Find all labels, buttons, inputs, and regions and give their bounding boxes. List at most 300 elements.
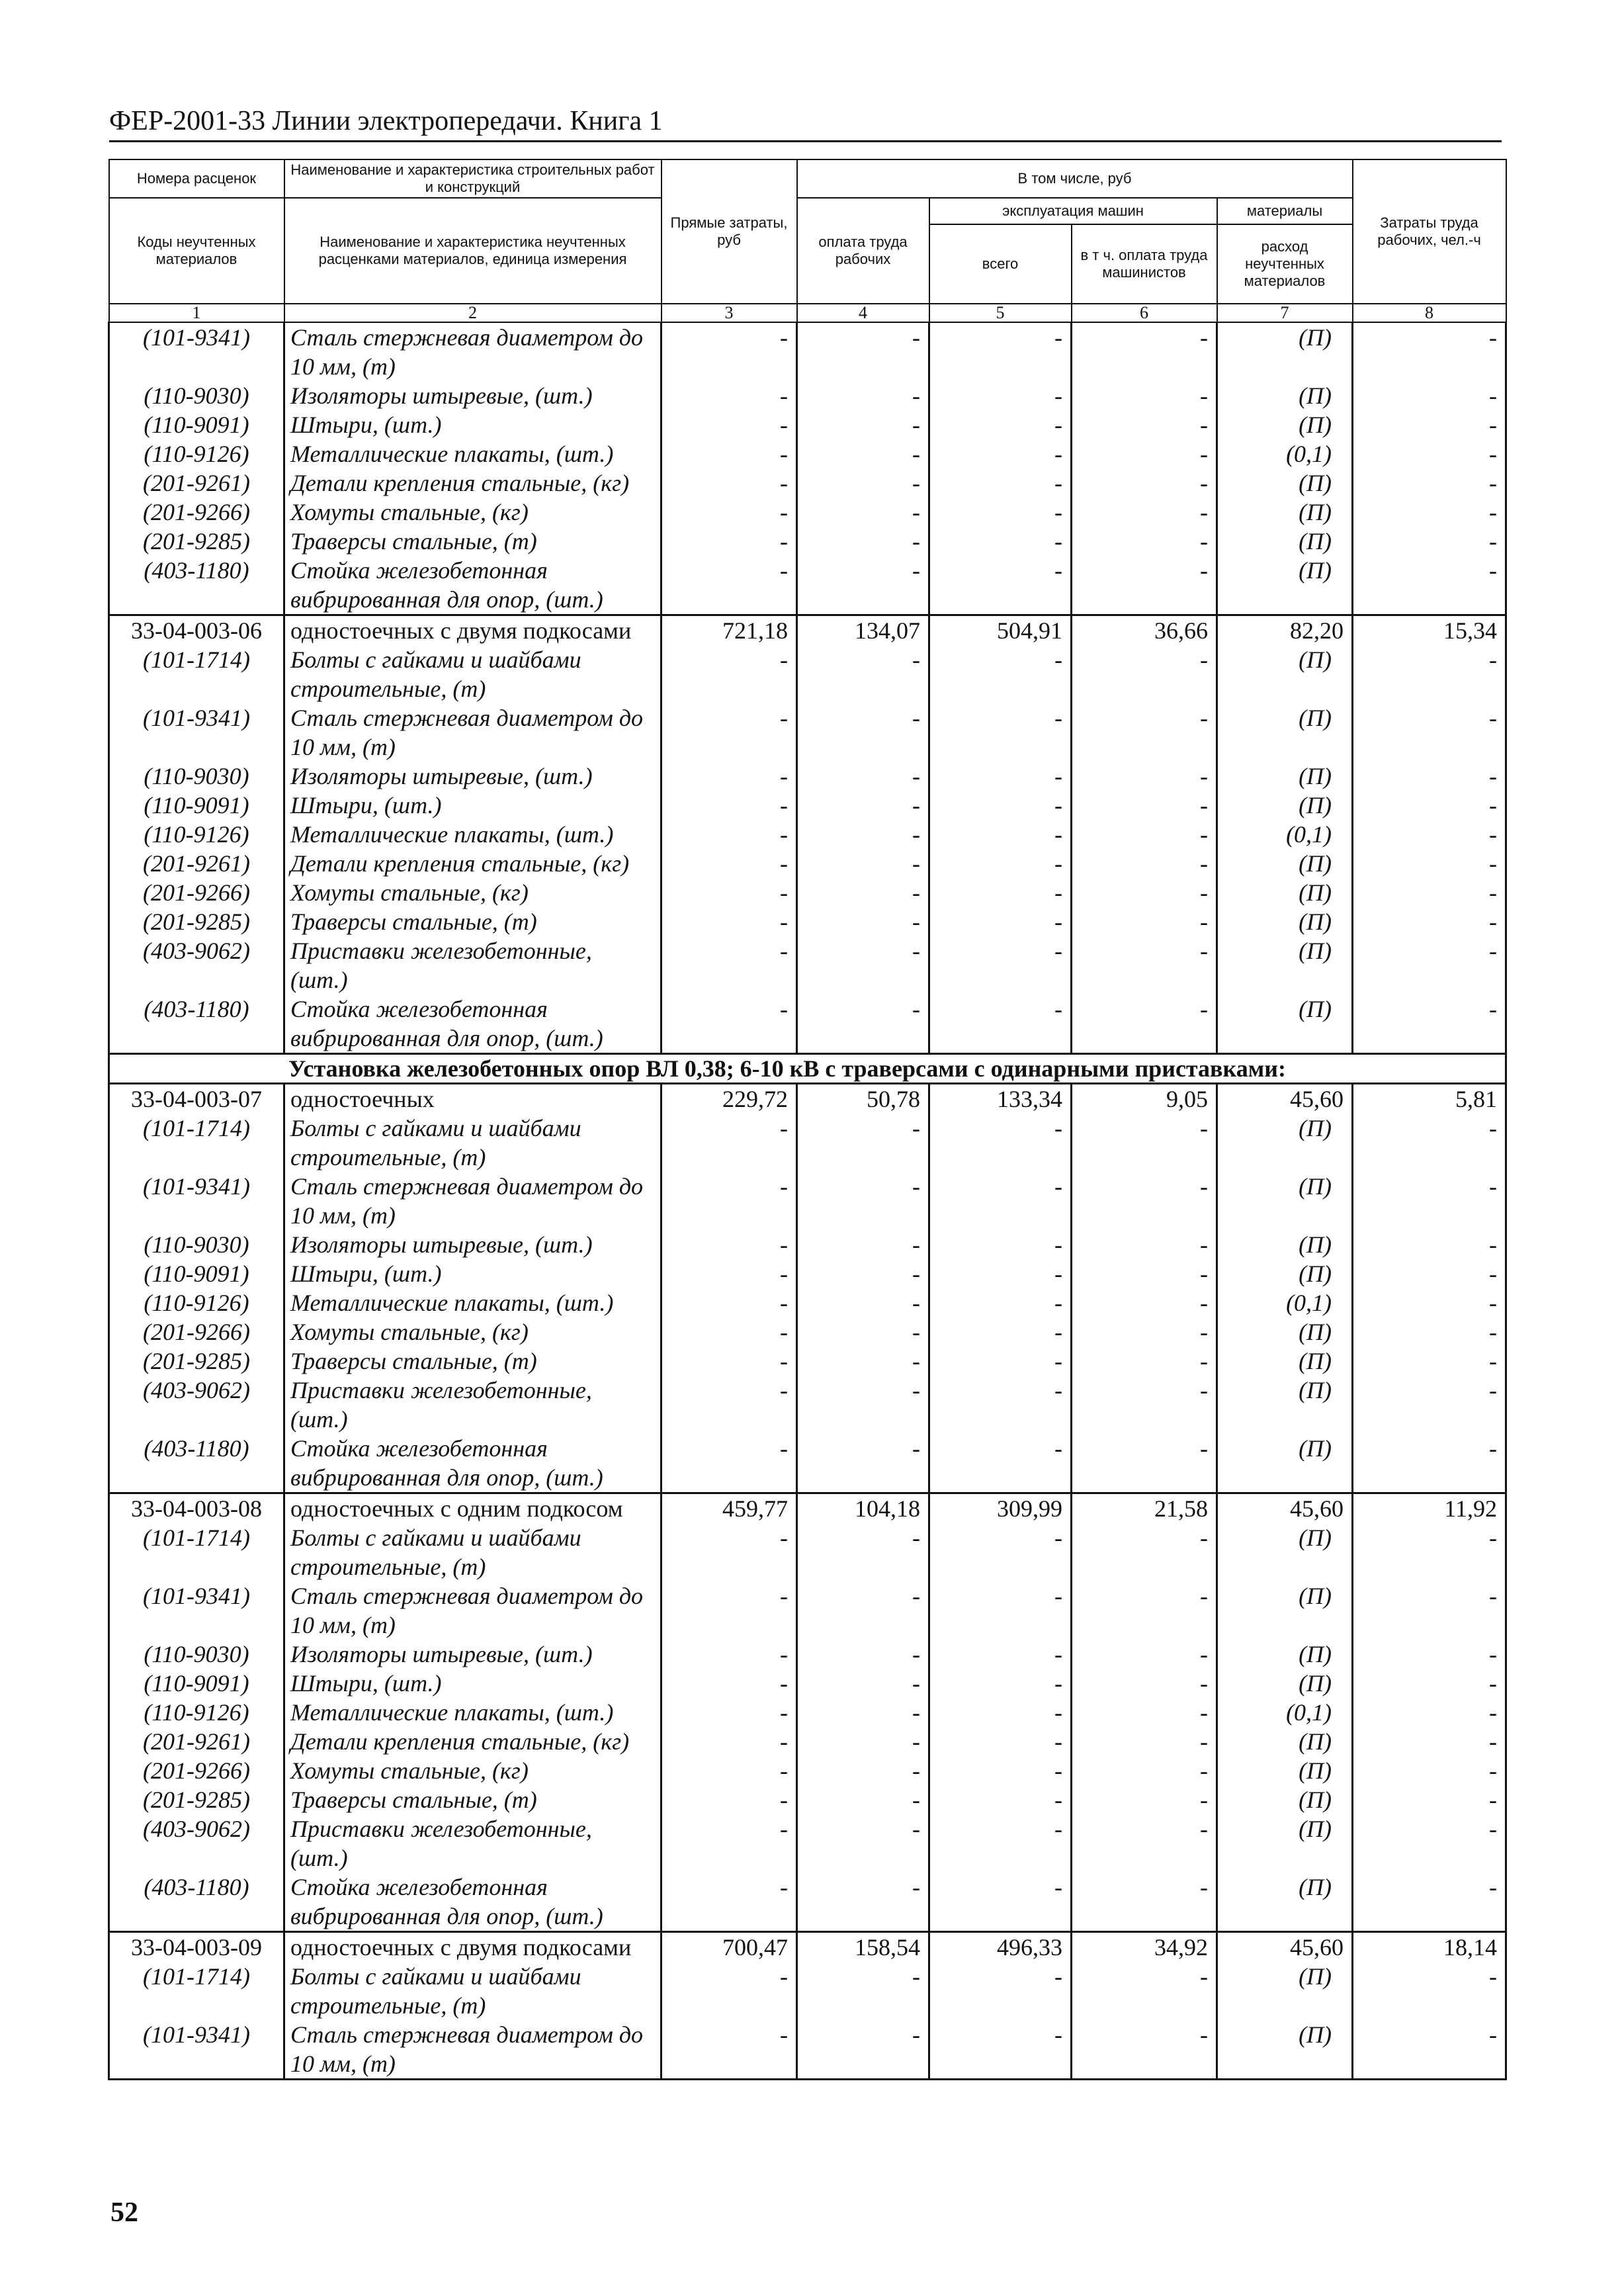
workers-pay: - bbox=[797, 410, 929, 439]
material-row bbox=[109, 645, 1506, 703]
material-row bbox=[109, 410, 1506, 439]
direct-costs: - bbox=[662, 498, 797, 527]
machines-total: - bbox=[929, 1640, 1072, 1669]
machinists-pay: - bbox=[1072, 849, 1217, 878]
labor-hours: - bbox=[1353, 645, 1506, 703]
machines-total: - bbox=[929, 322, 1072, 381]
workers-pay: - bbox=[797, 907, 929, 936]
machinists-pay: - bbox=[1072, 907, 1217, 936]
header-work-name: Наименование и характеристика строительных работ и конструкций bbox=[284, 159, 662, 198]
machines-total: - bbox=[929, 936, 1072, 994]
material-row bbox=[109, 1698, 1506, 1727]
material-name: Изоляторы штыревые, (шт.) bbox=[284, 1640, 662, 1669]
labor-hours: - bbox=[1353, 1259, 1506, 1288]
labor-hours: - bbox=[1353, 1523, 1506, 1581]
material-code: (110-9030) bbox=[109, 1640, 284, 1669]
direct-costs: - bbox=[662, 1288, 797, 1317]
material-code: (101-1714) bbox=[109, 1523, 284, 1581]
workers-pay: 158,54 bbox=[797, 1932, 929, 1963]
material-name: Детали крепления стальные, (кг) bbox=[284, 1727, 662, 1756]
material-consumption: (П) bbox=[1217, 1873, 1353, 1932]
material-row bbox=[109, 762, 1506, 791]
material-row bbox=[109, 849, 1506, 878]
machinists-pay: 34,92 bbox=[1072, 1932, 1217, 1963]
material-name: Хомуты стальные, (кг) bbox=[284, 498, 662, 527]
machinists-pay: - bbox=[1072, 498, 1217, 527]
header-rate-numbers: Номера расценок bbox=[109, 159, 284, 198]
material-consumption: (П) bbox=[1217, 410, 1353, 439]
material-name: Сталь стержневая диаметром до 10 мм, (т) bbox=[284, 322, 662, 381]
material-consumption: (П) bbox=[1217, 1114, 1353, 1172]
material-name: Болты с гайками и шайбами строительные, (т) bbox=[284, 1523, 662, 1581]
rate-row bbox=[109, 1493, 1506, 1524]
direct-costs: - bbox=[662, 762, 797, 791]
labor-hours: - bbox=[1353, 1698, 1506, 1727]
direct-costs: - bbox=[662, 994, 797, 1054]
direct-costs: - bbox=[662, 1434, 797, 1493]
material-name: Траверсы стальные, (т) bbox=[284, 527, 662, 556]
material-consumption: (П) bbox=[1217, 1434, 1353, 1493]
machinists-pay: - bbox=[1072, 1288, 1217, 1317]
workers-pay: - bbox=[797, 820, 929, 849]
workers-pay: - bbox=[797, 994, 929, 1054]
labor-hours: - bbox=[1353, 936, 1506, 994]
material-row bbox=[109, 1230, 1506, 1259]
direct-costs: 459,77 bbox=[662, 1493, 797, 1524]
material-code: (201-9285) bbox=[109, 1347, 284, 1376]
labor-hours: - bbox=[1353, 439, 1506, 468]
material-consumption: (0,1) bbox=[1217, 1288, 1353, 1317]
material-consumption: (П) bbox=[1217, 878, 1353, 907]
direct-costs: - bbox=[662, 1873, 797, 1932]
labor-hours: - bbox=[1353, 2020, 1506, 2080]
header-material-codes: Коды неучтенных материалов bbox=[109, 198, 284, 304]
machinists-pay: - bbox=[1072, 1523, 1217, 1581]
material-name: Хомуты стальные, (кг) bbox=[284, 1317, 662, 1347]
material-row bbox=[109, 1669, 1506, 1698]
rate-code: 33-04-003-07 bbox=[109, 1084, 284, 1114]
direct-costs: - bbox=[662, 645, 797, 703]
machines-total: - bbox=[929, 1434, 1072, 1493]
column-number: 1 bbox=[109, 304, 284, 322]
header-column-numbers bbox=[109, 304, 1506, 322]
material-name: Болты с гайками и шайбами строительные, (т) bbox=[284, 1114, 662, 1172]
material-consumption: (П) bbox=[1217, 2020, 1353, 2080]
labor-hours: - bbox=[1353, 1347, 1506, 1376]
material-code: (110-9126) bbox=[109, 439, 284, 468]
workers-pay: - bbox=[797, 322, 929, 381]
column-number: 4 bbox=[797, 304, 929, 322]
material-row bbox=[109, 498, 1506, 527]
labor-hours: - bbox=[1353, 527, 1506, 556]
rate-name: одностоечных с двумя подкосами bbox=[284, 1932, 662, 1963]
machines-total: 496,33 bbox=[929, 1932, 1072, 1963]
material-consumption: (П) bbox=[1217, 994, 1353, 1054]
workers-pay: - bbox=[797, 1347, 929, 1376]
machinists-pay: - bbox=[1072, 878, 1217, 907]
material-row bbox=[109, 1873, 1506, 1932]
machines-total: - bbox=[929, 439, 1072, 468]
material-code: (201-9285) bbox=[109, 527, 284, 556]
material-row bbox=[109, 527, 1506, 556]
material-code: (403-1180) bbox=[109, 1434, 284, 1493]
machines-total: - bbox=[929, 1581, 1072, 1640]
direct-costs: - bbox=[662, 1114, 797, 1172]
workers-pay: - bbox=[797, 556, 929, 615]
machinists-pay: 9,05 bbox=[1072, 1084, 1217, 1114]
machinists-pay: - bbox=[1072, 1114, 1217, 1172]
material-code: (101-9341) bbox=[109, 1581, 284, 1640]
material-code: (201-9261) bbox=[109, 468, 284, 498]
material-consumption: (П) bbox=[1217, 468, 1353, 498]
material-name: Траверсы стальные, (т) bbox=[284, 1785, 662, 1814]
header-material-consumption: расход неучтенных материалов bbox=[1217, 224, 1353, 304]
material-row bbox=[109, 703, 1506, 762]
machines-total: - bbox=[929, 1230, 1072, 1259]
material-code: (201-9266) bbox=[109, 878, 284, 907]
material-consumption: (П) bbox=[1217, 1523, 1353, 1581]
machines-total: - bbox=[929, 762, 1072, 791]
workers-pay: - bbox=[797, 468, 929, 498]
material-name: Приставки железобетонные, (шт.) bbox=[284, 1814, 662, 1873]
machines-total: 133,34 bbox=[929, 1084, 1072, 1114]
workers-pay: - bbox=[797, 527, 929, 556]
material-code: (110-9030) bbox=[109, 762, 284, 791]
header-machines-total: всего bbox=[929, 224, 1072, 304]
material-consumption: (0,1) bbox=[1217, 820, 1353, 849]
machinists-pay: - bbox=[1072, 1756, 1217, 1785]
labor-hours: - bbox=[1353, 468, 1506, 498]
machines-total: - bbox=[929, 1756, 1072, 1785]
material-code: (110-9030) bbox=[109, 381, 284, 410]
machinists-pay: - bbox=[1072, 1785, 1217, 1814]
direct-costs: - bbox=[662, 1317, 797, 1347]
direct-costs: - bbox=[662, 439, 797, 468]
section-heading: Установка железобетонных опор ВЛ 0,38; 6-10 кВ с траверсами с одинарными приставками: bbox=[109, 1054, 1506, 1084]
labor-hours: - bbox=[1353, 1581, 1506, 1640]
material-code: (403-1180) bbox=[109, 994, 284, 1054]
material-name: Траверсы стальные, (т) bbox=[284, 1347, 662, 1376]
direct-costs: - bbox=[662, 468, 797, 498]
machinists-pay: - bbox=[1072, 1814, 1217, 1873]
machinists-pay: - bbox=[1072, 703, 1217, 762]
rate-row bbox=[109, 1932, 1506, 1963]
page-number: 52 bbox=[110, 2197, 138, 2228]
labor-hours: - bbox=[1353, 322, 1506, 381]
material-code: (101-9341) bbox=[109, 703, 284, 762]
labor-hours: 11,92 bbox=[1353, 1493, 1506, 1524]
direct-costs: - bbox=[662, 410, 797, 439]
labor-hours: - bbox=[1353, 907, 1506, 936]
machines-total: - bbox=[929, 1172, 1072, 1230]
rates-table bbox=[108, 159, 1507, 2080]
table-header bbox=[109, 159, 1506, 322]
material-name: Изоляторы штыревые, (шт.) bbox=[284, 381, 662, 410]
labor-hours: - bbox=[1353, 1640, 1506, 1669]
material-name: Сталь стержневая диаметром до 10 мм, (т) bbox=[284, 2020, 662, 2080]
workers-pay: - bbox=[797, 1523, 929, 1581]
labor-hours: - bbox=[1353, 703, 1506, 762]
material-row bbox=[109, 1756, 1506, 1785]
material-code: (101-9341) bbox=[109, 1172, 284, 1230]
direct-costs: - bbox=[662, 527, 797, 556]
labor-hours: - bbox=[1353, 1376, 1506, 1434]
workers-pay: - bbox=[797, 1434, 929, 1493]
labor-hours: - bbox=[1353, 1814, 1506, 1873]
material-row bbox=[109, 1727, 1506, 1756]
material-name: Изоляторы штыревые, (шт.) bbox=[284, 762, 662, 791]
machines-total: - bbox=[929, 820, 1072, 849]
column-number: 7 bbox=[1217, 304, 1353, 322]
labor-hours: - bbox=[1353, 1317, 1506, 1347]
material-code: (110-9126) bbox=[109, 820, 284, 849]
labor-hours: - bbox=[1353, 1962, 1506, 2020]
header-machines: эксплуатация машин bbox=[929, 198, 1217, 224]
workers-pay: - bbox=[797, 645, 929, 703]
header-labor-hours: Затраты труда рабочих, чел.-ч bbox=[1353, 159, 1506, 304]
material-code: (101-1714) bbox=[109, 645, 284, 703]
material-consumption: 45,60 bbox=[1217, 1932, 1353, 1963]
machinists-pay: - bbox=[1072, 2020, 1217, 2080]
rate-name: одностоечных с двумя подкосами bbox=[284, 615, 662, 646]
labor-hours: - bbox=[1353, 1172, 1506, 1230]
page-title: ФЕР-2001-33 Линии электропередачи. Книга 1 bbox=[109, 106, 663, 136]
material-consumption: (П) bbox=[1217, 645, 1353, 703]
direct-costs: - bbox=[662, 1962, 797, 2020]
direct-costs: - bbox=[662, 1669, 797, 1698]
machinists-pay: - bbox=[1072, 1230, 1217, 1259]
material-consumption: (0,1) bbox=[1217, 1698, 1353, 1727]
material-code: (201-9285) bbox=[109, 907, 284, 936]
material-consumption: (П) bbox=[1217, 703, 1353, 762]
material-consumption: (П) bbox=[1217, 381, 1353, 410]
direct-costs: - bbox=[662, 936, 797, 994]
machines-total: - bbox=[929, 1376, 1072, 1434]
rate-code: 33-04-003-08 bbox=[109, 1493, 284, 1524]
machinists-pay: - bbox=[1072, 1347, 1217, 1376]
material-code: (110-9091) bbox=[109, 410, 284, 439]
material-row bbox=[109, 1640, 1506, 1669]
labor-hours: - bbox=[1353, 410, 1506, 439]
material-code: (403-9062) bbox=[109, 1814, 284, 1873]
material-consumption: (П) bbox=[1217, 1814, 1353, 1873]
direct-costs: 721,18 bbox=[662, 615, 797, 646]
direct-costs: - bbox=[662, 1785, 797, 1814]
direct-costs: - bbox=[662, 1230, 797, 1259]
header-material-name: Наименование и характеристика неучтенных расценками материалов, единица измерения bbox=[284, 198, 662, 304]
labor-hours: - bbox=[1353, 1230, 1506, 1259]
material-name: Детали крепления стальные, (кг) bbox=[284, 849, 662, 878]
machines-total: - bbox=[929, 2020, 1072, 2080]
machinists-pay: - bbox=[1072, 1962, 1217, 2020]
machinists-pay: - bbox=[1072, 439, 1217, 468]
machinists-pay: - bbox=[1072, 556, 1217, 615]
machines-total: - bbox=[929, 1698, 1072, 1727]
machinists-pay: - bbox=[1072, 1434, 1217, 1493]
machinists-pay: - bbox=[1072, 322, 1217, 381]
rate-code: 33-04-003-09 bbox=[109, 1932, 284, 1963]
material-code: (101-9341) bbox=[109, 322, 284, 381]
machinists-pay: - bbox=[1072, 1172, 1217, 1230]
machines-total: 504,91 bbox=[929, 615, 1072, 646]
material-consumption: (П) bbox=[1217, 1172, 1353, 1230]
labor-hours: 18,14 bbox=[1353, 1932, 1506, 1963]
machinists-pay: 36,66 bbox=[1072, 615, 1217, 646]
workers-pay: - bbox=[797, 498, 929, 527]
workers-pay: - bbox=[797, 878, 929, 907]
workers-pay: - bbox=[797, 703, 929, 762]
workers-pay: - bbox=[797, 1962, 929, 2020]
material-code: (110-9126) bbox=[109, 1288, 284, 1317]
material-consumption: 45,60 bbox=[1217, 1084, 1353, 1114]
material-row bbox=[109, 1962, 1506, 2020]
material-name: Хомуты стальные, (кг) bbox=[284, 878, 662, 907]
material-row bbox=[109, 1114, 1506, 1172]
workers-pay: - bbox=[797, 439, 929, 468]
material-row bbox=[109, 1259, 1506, 1288]
workers-pay: - bbox=[797, 1669, 929, 1698]
workers-pay: - bbox=[797, 1114, 929, 1172]
rate-row bbox=[109, 615, 1506, 646]
workers-pay: - bbox=[797, 1288, 929, 1317]
material-code: (110-9091) bbox=[109, 791, 284, 820]
labor-hours: - bbox=[1353, 1873, 1506, 1932]
material-code: (101-9341) bbox=[109, 2020, 284, 2080]
direct-costs: 700,47 bbox=[662, 1932, 797, 1963]
rate-code: 33-04-003-06 bbox=[109, 615, 284, 646]
material-row bbox=[109, 322, 1506, 381]
material-name: Детали крепления стальные, (кг) bbox=[284, 468, 662, 498]
material-name: Траверсы стальные, (т) bbox=[284, 907, 662, 936]
material-code: (201-9285) bbox=[109, 1785, 284, 1814]
material-row bbox=[109, 1581, 1506, 1640]
direct-costs: - bbox=[662, 1698, 797, 1727]
machines-total: - bbox=[929, 645, 1072, 703]
material-consumption: (П) bbox=[1217, 322, 1353, 381]
machines-total: - bbox=[929, 1669, 1072, 1698]
direct-costs: - bbox=[662, 381, 797, 410]
section-heading-row bbox=[109, 1054, 1506, 1084]
machines-total: - bbox=[929, 381, 1072, 410]
machines-total: - bbox=[929, 1259, 1072, 1288]
direct-costs: - bbox=[662, 322, 797, 381]
header-machinists-pay: в т ч. оплата труда машинистов bbox=[1072, 224, 1217, 304]
material-row bbox=[109, 1434, 1506, 1493]
direct-costs: 229,72 bbox=[662, 1084, 797, 1114]
material-consumption: (П) bbox=[1217, 498, 1353, 527]
direct-costs: - bbox=[662, 2020, 797, 2080]
machines-total: - bbox=[929, 527, 1072, 556]
material-consumption: (П) bbox=[1217, 1727, 1353, 1756]
material-consumption: (П) bbox=[1217, 1669, 1353, 1698]
material-row bbox=[109, 556, 1506, 615]
workers-pay: - bbox=[797, 1814, 929, 1873]
machines-total: - bbox=[929, 849, 1072, 878]
direct-costs: - bbox=[662, 849, 797, 878]
direct-costs: - bbox=[662, 1376, 797, 1434]
machines-total: - bbox=[929, 1873, 1072, 1932]
material-code: (403-9062) bbox=[109, 1376, 284, 1434]
machines-total: - bbox=[929, 1785, 1072, 1814]
workers-pay: - bbox=[797, 1698, 929, 1727]
machines-total: - bbox=[929, 1317, 1072, 1347]
material-consumption: (П) bbox=[1217, 791, 1353, 820]
machinists-pay: - bbox=[1072, 1669, 1217, 1698]
workers-pay: - bbox=[797, 1785, 929, 1814]
material-name: Штыри, (шт.) bbox=[284, 410, 662, 439]
workers-pay: - bbox=[797, 762, 929, 791]
material-consumption: (П) bbox=[1217, 1376, 1353, 1434]
labor-hours: - bbox=[1353, 1785, 1506, 1814]
machinists-pay: - bbox=[1072, 1698, 1217, 1727]
machinists-pay: - bbox=[1072, 994, 1217, 1054]
material-name: Металлические плакаты, (шт.) bbox=[284, 820, 662, 849]
material-row bbox=[109, 791, 1506, 820]
header-including-group: В том числе, руб bbox=[797, 159, 1353, 198]
machines-total: - bbox=[929, 994, 1072, 1054]
labor-hours: - bbox=[1353, 762, 1506, 791]
material-name: Стойка железобетонная вибрированная для опор, (шт.) bbox=[284, 1873, 662, 1932]
machines-total: - bbox=[929, 468, 1072, 498]
column-number: 6 bbox=[1072, 304, 1217, 322]
material-consumption: (П) bbox=[1217, 1259, 1353, 1288]
labor-hours: - bbox=[1353, 791, 1506, 820]
material-row bbox=[109, 1523, 1506, 1581]
material-row bbox=[109, 1288, 1506, 1317]
material-code: (403-9062) bbox=[109, 936, 284, 994]
machinists-pay: - bbox=[1072, 1376, 1217, 1434]
material-code: (110-9126) bbox=[109, 1698, 284, 1727]
labor-hours: - bbox=[1353, 556, 1506, 615]
machinists-pay: - bbox=[1072, 1640, 1217, 1669]
material-name: Стойка железобетонная вибрированная для опор, (шт.) bbox=[284, 556, 662, 615]
material-row bbox=[109, 994, 1506, 1054]
machinists-pay: - bbox=[1072, 820, 1217, 849]
direct-costs: - bbox=[662, 1523, 797, 1581]
direct-costs: - bbox=[662, 907, 797, 936]
labor-hours: - bbox=[1353, 1669, 1506, 1698]
rate-row bbox=[109, 1084, 1506, 1114]
labor-hours: - bbox=[1353, 381, 1506, 410]
material-consumption: (П) bbox=[1217, 1581, 1353, 1640]
machines-total: - bbox=[929, 1727, 1072, 1756]
workers-pay: - bbox=[797, 1640, 929, 1669]
labor-hours: - bbox=[1353, 1434, 1506, 1493]
material-name: Приставки железобетонные, (шт.) bbox=[284, 936, 662, 994]
material-name: Болты с гайками и шайбами строительные, (т) bbox=[284, 645, 662, 703]
material-name: Сталь стержневая диаметром до 10 мм, (т) bbox=[284, 1581, 662, 1640]
direct-costs: - bbox=[662, 1259, 797, 1288]
workers-pay: - bbox=[797, 1230, 929, 1259]
material-row bbox=[109, 1347, 1506, 1376]
workers-pay: - bbox=[797, 1873, 929, 1932]
rates-table-wrapper bbox=[108, 159, 1505, 2080]
material-consumption: (П) bbox=[1217, 907, 1353, 936]
direct-costs: - bbox=[662, 1727, 797, 1756]
material-row bbox=[109, 1376, 1506, 1434]
labor-hours: - bbox=[1353, 994, 1506, 1054]
direct-costs: - bbox=[662, 1640, 797, 1669]
material-code: (110-9091) bbox=[109, 1259, 284, 1288]
direct-costs: - bbox=[662, 791, 797, 820]
material-consumption: (П) bbox=[1217, 527, 1353, 556]
workers-pay: 104,18 bbox=[797, 1493, 929, 1524]
machines-total: - bbox=[929, 907, 1072, 936]
direct-costs: - bbox=[662, 1347, 797, 1376]
labor-hours: 15,34 bbox=[1353, 615, 1506, 646]
workers-pay: - bbox=[797, 1727, 929, 1756]
material-consumption: (П) bbox=[1217, 1347, 1353, 1376]
